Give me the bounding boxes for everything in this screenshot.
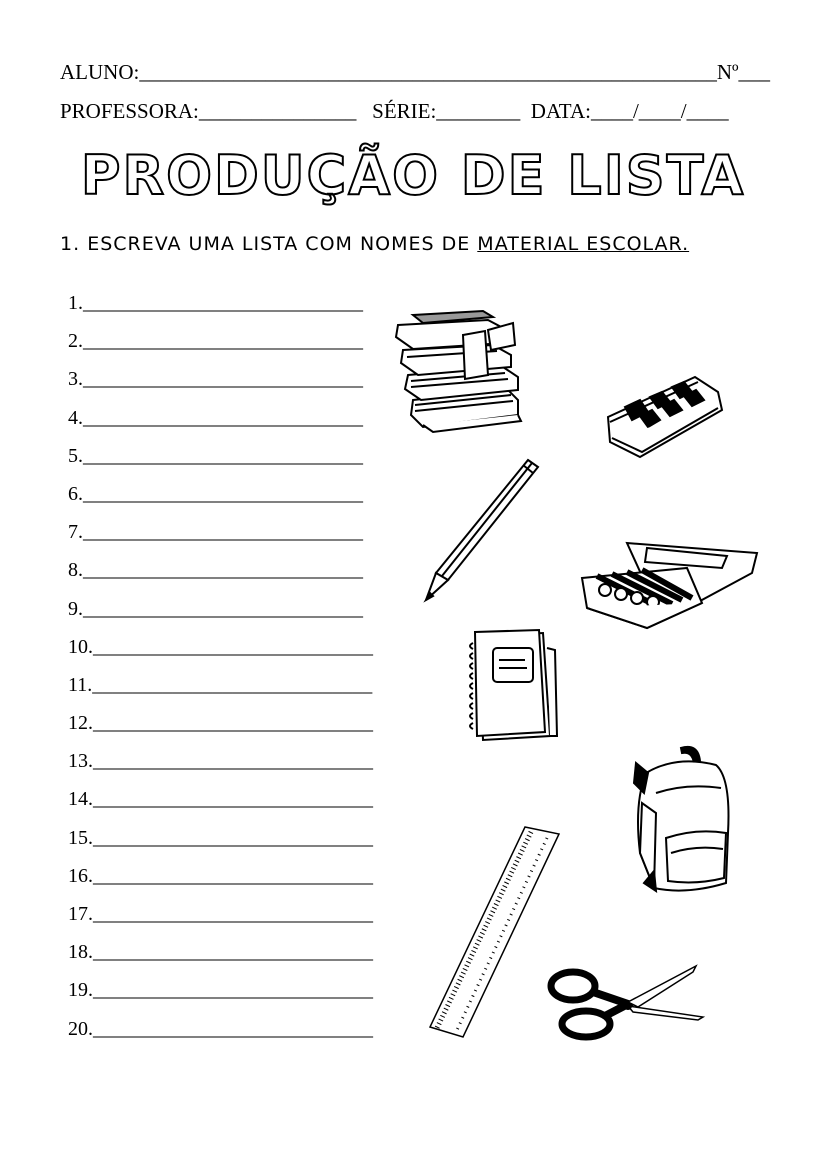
list-item-6[interactable]: 6.____________________________	[68, 482, 363, 505]
list-item-11[interactable]: 11.____________________________	[68, 673, 373, 696]
list-item-17[interactable]: 17.____________________________	[68, 903, 373, 925]
list-item-2[interactable]: 2.____________________________	[68, 330, 363, 353]
title-text: PRODUÇÃO DE LISTA	[80, 144, 746, 207]
question-1	[60, 233, 689, 255]
answer-list	[68, 290, 373, 1054]
pencil-icon	[418, 455, 543, 605]
backpack-icon	[626, 743, 738, 895]
question-number: 1.	[60, 233, 81, 255]
list-item-15[interactable]: 15.____________________________	[68, 826, 373, 849]
list-item-12[interactable]: 12.____________________________	[68, 712, 373, 735]
books-icon	[393, 305, 538, 435]
page-title	[0, 140, 826, 207]
list-item-16[interactable]: 16.____________________________	[68, 864, 373, 887]
list-item-20[interactable]: 20.____________________________	[68, 1017, 373, 1040]
pencil-case-icon	[600, 372, 730, 462]
question-underlined: MATERIAL ESCOLAR.	[477, 233, 690, 255]
list-item-9[interactable]: 9.____________________________	[68, 597, 363, 620]
list-item-4[interactable]: 4.____________________________	[68, 406, 363, 429]
list-item-5[interactable]: 5.____________________________	[68, 444, 363, 467]
list-item-13[interactable]: 13.____________________________	[68, 750, 373, 773]
question-prefix: ESCREVA UMA LISTA COM NOMES DE	[87, 233, 478, 255]
student-name-line: ALUNO:_______________________________________________________Nº___	[60, 60, 771, 84]
list-item-1[interactable]: 1.____________________________	[68, 292, 363, 314]
teacher-grade-date-line: PROFESSORA:_______________ SÉRIE:________ DATA:____/____/____	[60, 99, 729, 123]
list-item-8[interactable]: 8.____________________________	[68, 559, 363, 582]
list-item-19[interactable]: 19.____________________________	[68, 979, 373, 1002]
notebook-icon	[465, 628, 560, 743]
list-item-14[interactable]: 14.____________________________	[68, 788, 373, 811]
ruler-icon	[425, 822, 563, 1042]
list-item-7[interactable]: 7.____________________________	[68, 521, 363, 544]
colored-pencils-icon	[577, 528, 767, 633]
scissors-icon	[548, 962, 710, 1044]
list-item-10[interactable]: 10.____________________________	[68, 635, 373, 658]
list-item-3[interactable]: 3.____________________________	[68, 368, 363, 391]
list-item-18[interactable]: 18.____________________________	[68, 941, 373, 964]
